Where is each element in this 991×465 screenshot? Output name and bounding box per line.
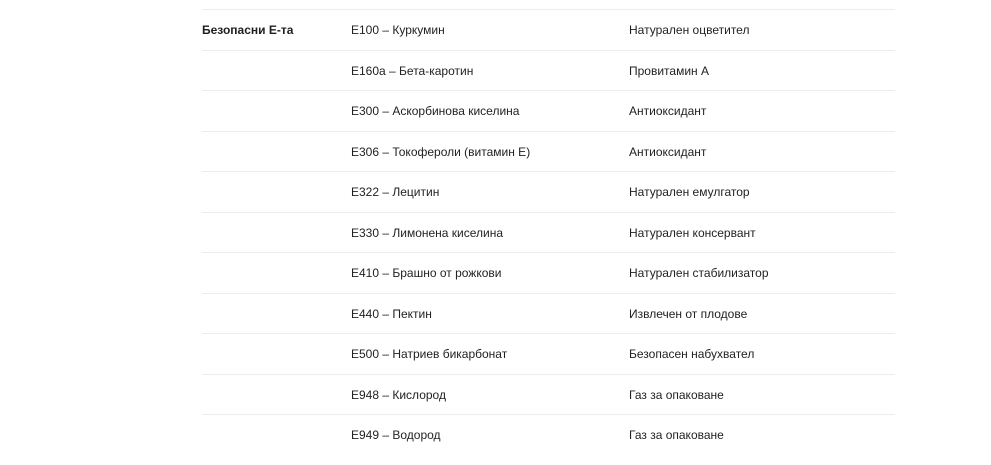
additive-code: E300 – Аскорбинова киселина (351, 104, 520, 118)
additive-code: E306 – Токофероли (витамин Е) (351, 144, 531, 159)
category-label: Безопасни Е-та (202, 23, 294, 37)
table-row (202, 172, 895, 213)
additive-code: E948 – Кислород (351, 387, 446, 402)
table-row (202, 415, 895, 456)
additive-code: E160a – Бета-каротин (351, 63, 474, 78)
table-row (202, 91, 895, 132)
additive-description: Безопасен набухвател (629, 347, 755, 361)
additive-description: Извлечен от плодове (629, 306, 748, 321)
table-row (202, 10, 895, 51)
table-row (202, 132, 895, 173)
additive-description: Антиоксидант (629, 144, 707, 159)
table-row (202, 213, 895, 254)
additive-code: E440 – Пектин (351, 306, 432, 321)
additive-description: Натурален емулгатор (629, 185, 750, 199)
table-row (202, 253, 895, 294)
additive-description: Газ за опаковане (629, 387, 724, 402)
additive-description: Газ за опаковане (629, 428, 724, 442)
table-row (202, 334, 895, 375)
additive-code: E500 – Натриев бикарбонат (351, 347, 508, 361)
additive-code: E100 – Куркумин (351, 23, 445, 37)
table-row (202, 51, 895, 92)
additive-description: Натурален стабилизатор (629, 266, 769, 280)
additive-description: Натурален оцветител (629, 23, 750, 37)
additive-description: Натурален консервант (629, 225, 756, 240)
additive-description: Антиоксидант (629, 104, 707, 118)
additive-code: E330 – Лимонена киселина (351, 225, 504, 240)
table-row (202, 294, 895, 335)
additive-code: E410 – Брашно от рожкови (351, 266, 502, 280)
additive-code: E949 – Водород (351, 428, 441, 442)
additive-description: Провитамин А (629, 63, 710, 78)
safe-additives-table (202, 9, 895, 456)
additive-code: E322 – Лецитин (351, 185, 440, 199)
table-row (202, 375, 895, 416)
